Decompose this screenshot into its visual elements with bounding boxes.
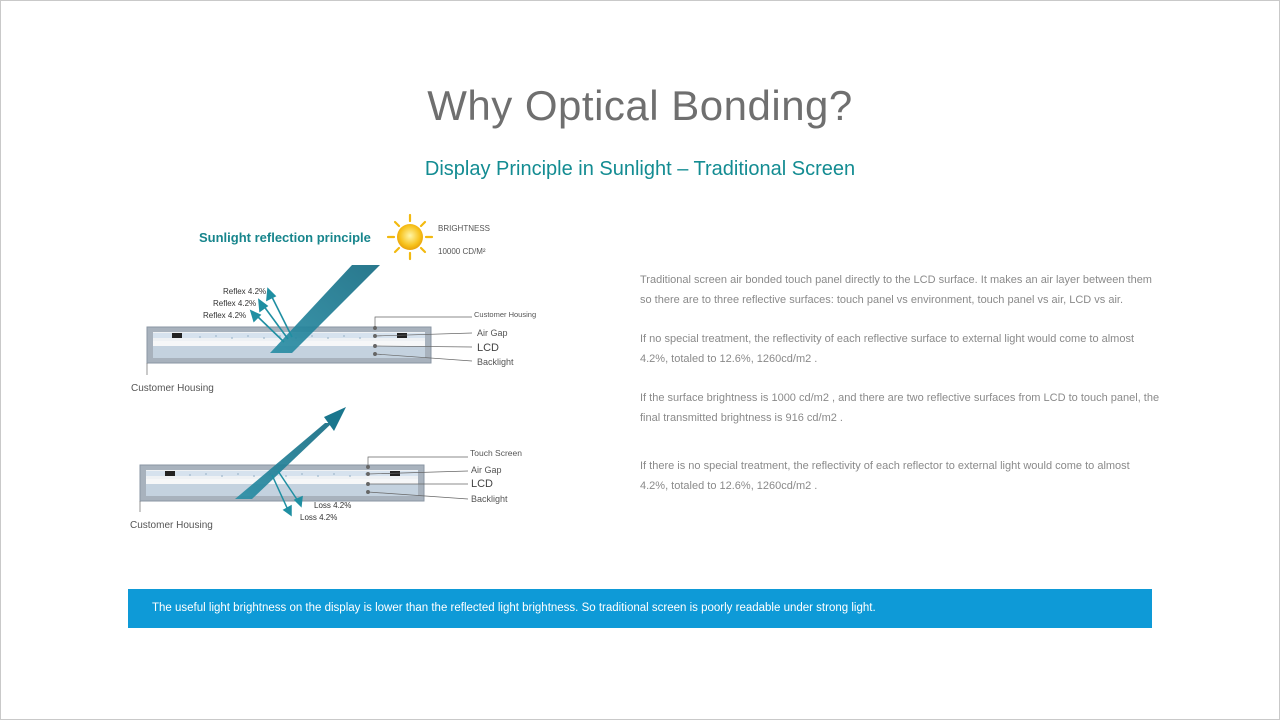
callout-backlight-bottom: Backlight [471,494,508,504]
explanation-text [640,270,1160,496]
paragraph-1: Traditional screen air bonded touch panel directly to the LCD surface. It makes an air layer between them so there are to three reflective surfaces: touch panel vs environment, touch panel vs air, LCD vs air. [640,274,1152,306]
housing-label-bottom: Customer Housing [130,520,213,531]
brightness-value: 10000 CD/M² [438,247,486,256]
diagram-svg [120,205,540,545]
banner-text: The useful light brightness on the display is lower than the reflected light brightness. So traditional screen is poorly readable under strong light. [152,602,876,614]
loss-label-1: Loss 4.2% [314,501,352,510]
brightness-label: BRIGHTNESS [438,224,491,233]
callout-lcd-top: LCD [477,342,500,354]
housing-label-top: Customer Housing [131,383,214,394]
callout-customer-housing: Customer Housing [474,310,537,319]
callout-air-gap-bottom: Air Gap [471,465,502,475]
reflex-label-3: Reflex 4.2% [203,311,247,320]
callout-lcd-bottom: LCD [471,478,494,490]
paragraph-2: If no special treatment, the reflectivity of each reflective surface to external light would come to almost 4.2%, totaled to 12.6%, 1260cd/m2 . [640,333,1135,365]
diagram-heading: Sunlight reflection principle [199,230,371,245]
page-title: Why Optical Bonding? [427,82,853,129]
reflex-label-2: Reflex 4.2% [213,299,257,308]
callout-air-gap-top: Air Gap [477,328,508,338]
sunlight-diagram [120,205,540,545]
reflex-label-1: Reflex 4.2% [223,287,267,296]
sun-icon [388,215,432,259]
loss-label-2: Loss 4.2% [300,513,338,522]
paragraph-3: If the surface brightness is 1000 cd/m2 , and there are two reflective surfaces from LCD to touch panel, the final transmitted brightness is 916 cd/m2 . [640,392,1160,424]
callout-touch-screen: Touch Screen [470,448,522,458]
paragraph-4: If there is no special treatment, the reflectivity of each reflector to external light would come to almost 4.2%, totaled to 12.6%, 1260cd/m2 . [640,460,1130,492]
conclusion-banner [128,589,1152,628]
callout-backlight-top: Backlight [477,357,514,367]
page-subtitle: Display Principle in Sunlight – Traditional Screen [424,158,856,180]
